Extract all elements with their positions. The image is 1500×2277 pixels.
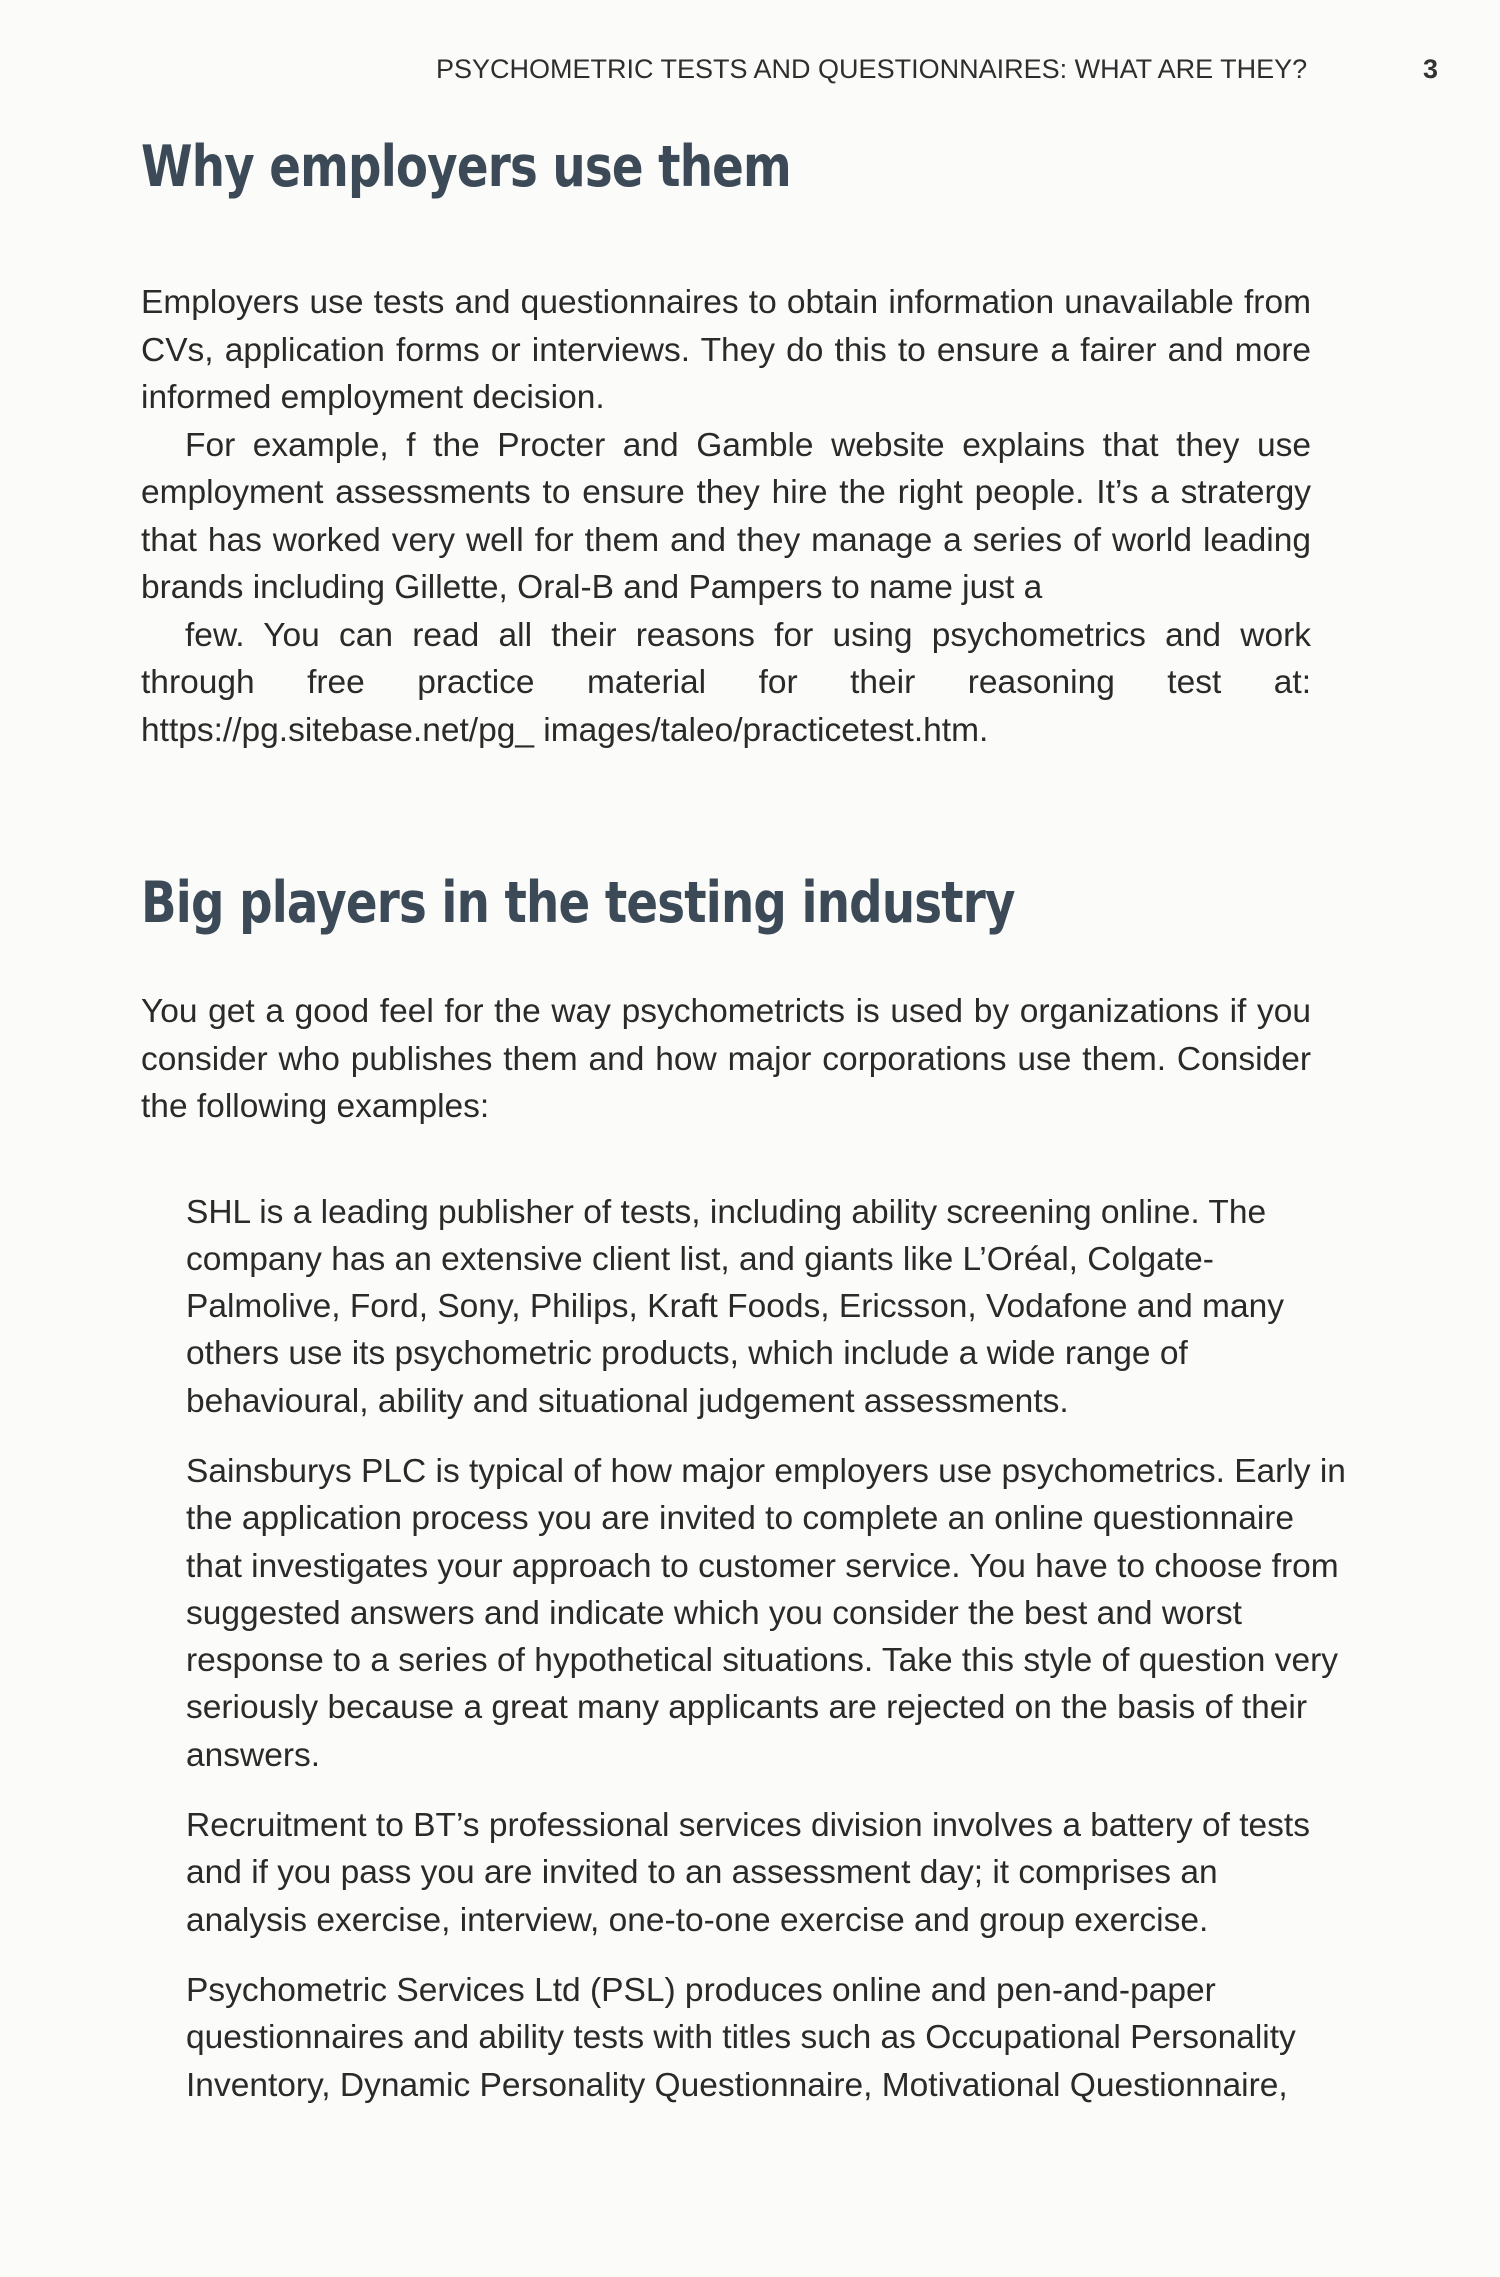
example-bt: Recruitment to BT’s professional services division involves a battery of tests and if you pass you are invited to an assessment day; it comprises an analysis exercise, interview, one-to-one exercise and group exercise. (186, 1807, 1310, 1939)
paragraph-employers-use-tests: Employers use tests and questionnaires to obtain information unavailable from CVs, application forms or interviews. They do this to ensure a fairer and more informed employment decision. (141, 284, 1311, 416)
section-heading-big-players: Big players in the testing industry (141, 870, 1015, 936)
running-title: PSYCHOMETRIC TESTS AND QUESTIONNAIRES: WHAT ARE THEY? (436, 54, 1308, 84)
example-sainsburys: Sainsburys PLC is typical of how major employers use psychometrics. Early in the application process you are invited to complete an online questionnaire that investigates your approach to customer service. You have to choose from suggested answers and indicate which you consider the best and worst response to a series of hypothetical situations. Take this style of question very seriously because a great many applicants are rejected on the basis of their answers. (186, 1452, 1346, 1774)
section-why-employers-heading-block (141, 134, 1311, 227)
example-shl: SHL is a leading publisher of tests, including ability screening online. The company has an extensive client list, and giants like L’Oréal, Colgate-Palmolive, Ford, Sony, Philips, Kraft Foods, Ericsson, Vodafone and many others use its psychometric products, which include a wide range of behavioural, ability and situational judgement assessments. (186, 1193, 1284, 1420)
paragraph-practice-material: few. You can read all their reasons for using psychometrics and work through free practice material for their reasoning test at: https://pg.sitebase.net/pg_ images/taleo/practicetest.htm. (141, 616, 1311, 749)
page-number: 3 (1423, 54, 1439, 84)
paragraph-big-players-intro: You get a good feel for the way psychometricts is used by organizations if you consider who publishes them and how major corporations use them. Consider the following examples: (141, 993, 1311, 1125)
running-head (0, 54, 1500, 94)
example-psl: Psychometric Services Ltd (PSL) produces online and pen-and-paper questionnaires and ability tests with titles such as Occupational Personality Inventory, Dynamic Personality Questionnaire, Motivational Questionnaire, (186, 1971, 1296, 2104)
paragraph-procter-and-gamble: For example, f the Procter and Gamble website explains that they use employment assessments to ensure they hire the right people. It’s a stratergy that has worked very well for them and they manage a series of world leading brands including Gillette, Oral-B and Pampers to name just a (141, 426, 1311, 606)
section-heading-why-employers: Why employers use them (141, 134, 791, 200)
examples-list (186, 1189, 1346, 2109)
page-content (141, 134, 1346, 2132)
